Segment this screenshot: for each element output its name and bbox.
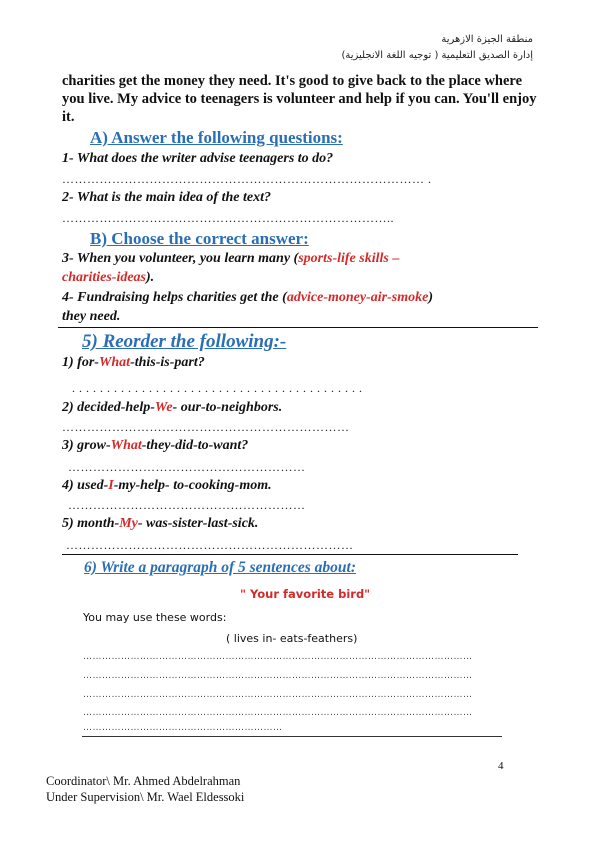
section-divider-2 bbox=[62, 554, 518, 555]
reorder-item-3-keyword: What bbox=[110, 438, 142, 453]
question-4-options: advice-money-air-smoke bbox=[286, 290, 429, 305]
question-4-text: 4- Fundraising helps charities get the ( bbox=[62, 290, 287, 305]
section-5-title: 5) Reorder the following:- bbox=[82, 331, 287, 352]
answer-line-1: …………………………………………………………………………… . bbox=[62, 172, 432, 186]
reorder-item-4 bbox=[62, 478, 272, 494]
reorder-item-4-pre: 4) used- bbox=[62, 478, 109, 493]
question-1: 1- What does the writer advise teenagers to do? bbox=[62, 151, 334, 166]
reorder-item-2-keyword: We bbox=[154, 400, 173, 415]
section-divider bbox=[58, 327, 538, 328]
question-3-options-continued: charities-ideas bbox=[62, 270, 146, 285]
reorder-item-5 bbox=[62, 516, 258, 532]
reorder-item-1 bbox=[62, 355, 205, 371]
question-3-text: 3- When you volunteer, you learn many ( bbox=[62, 251, 299, 266]
footer-coordinator: Coordinator\ Mr. Ahmed Abdelrahman bbox=[46, 774, 241, 788]
reorder-item-2-pre: 2) decided-help- bbox=[62, 400, 155, 415]
reorder-item-4-keyword: I bbox=[108, 478, 114, 493]
writing-topic: " Your favorite bird" bbox=[240, 587, 371, 601]
reorder-item-4-post: -my-help- to-cooking-mom. bbox=[113, 478, 272, 493]
question-2: 2- What is the main idea of the text? bbox=[62, 190, 271, 205]
writing-line-3: …………………………………………………………………………………………………………… bbox=[83, 690, 473, 700]
reorder-item-3 bbox=[62, 438, 248, 454]
reorder-item-1-pre: 1) for- bbox=[62, 355, 99, 370]
word-hint-list: ( lives in- eats-feathers) bbox=[226, 632, 358, 645]
footer-supervisor: Under Supervision\ Mr. Wael Eldessoki bbox=[46, 790, 245, 804]
writing-line-4: …………………………………………………………………………………………………………… bbox=[83, 708, 473, 718]
writing-bottom-rule bbox=[82, 736, 502, 737]
section-b-title: B) Choose the correct answer: bbox=[90, 229, 309, 248]
header-district: منطقة الجيزة الازهرية bbox=[441, 34, 533, 45]
section-a-title: A) Answer the following questions: bbox=[90, 128, 343, 147]
question-3-options: sports-life skills – bbox=[298, 251, 400, 266]
reorder-item-3-post: -they-did-to-want? bbox=[141, 438, 249, 453]
word-hint-label: You may use these words: bbox=[83, 611, 227, 624]
reorder-item-1-keyword: What bbox=[98, 355, 131, 370]
question-3 bbox=[62, 251, 399, 267]
writing-line-1: …………………………………………………………………………………………………………… bbox=[83, 652, 473, 662]
reorder-item-5-post: - was-sister-last-sick. bbox=[137, 516, 259, 531]
question-3-close: ). bbox=[146, 270, 155, 285]
reorder-item-5-keyword: My bbox=[119, 516, 138, 531]
question-4-continued: they need. bbox=[62, 309, 121, 324]
writing-line-2: …………………………………………………………………………………………………………… bbox=[83, 671, 473, 681]
question-3-continued bbox=[62, 270, 154, 286]
question-4 bbox=[62, 290, 433, 306]
section-6-title: 6) Write a paragraph of 5 sentences about: bbox=[84, 559, 356, 576]
reorder-item-2-post: - our-to-neighbors. bbox=[172, 400, 283, 415]
reorder-answer-3: ………………………………………………… bbox=[68, 460, 306, 474]
question-4-close: ) bbox=[428, 290, 433, 305]
reading-passage-end: charities get the money they need. It's good to give back to the place where you live. My advice to teenagers is volunteer and help if you can. You'll enjoy it. bbox=[62, 73, 537, 125]
page-number: 4 bbox=[498, 760, 504, 772]
reorder-answer-4: ………………………………………………… bbox=[68, 498, 306, 512]
reorder-item-2 bbox=[62, 400, 282, 416]
reorder-answer-5: …………………………………………………………… bbox=[66, 538, 354, 552]
reorder-item-5-pre: 5) month- bbox=[62, 516, 120, 531]
reorder-answer-2: …………………………………………………………… bbox=[62, 420, 350, 434]
reorder-item-1-post: -this-is-part? bbox=[130, 355, 205, 370]
answer-line-2: …………………………………………………………………….. bbox=[62, 211, 394, 225]
reorder-answer-1: . . . . . . . . . . . . . . . . . . . . . . . . . . . . . . . . . . . . . . . . . . bbox=[72, 381, 363, 395]
reorder-item-3-pre: 3) grow- bbox=[62, 438, 111, 453]
header-administration: إدارة الصديق التعليمية ( توجيه اللغة الانجليزية) bbox=[341, 50, 533, 61]
writing-line-5: ……………………………………………………… bbox=[83, 723, 283, 733]
